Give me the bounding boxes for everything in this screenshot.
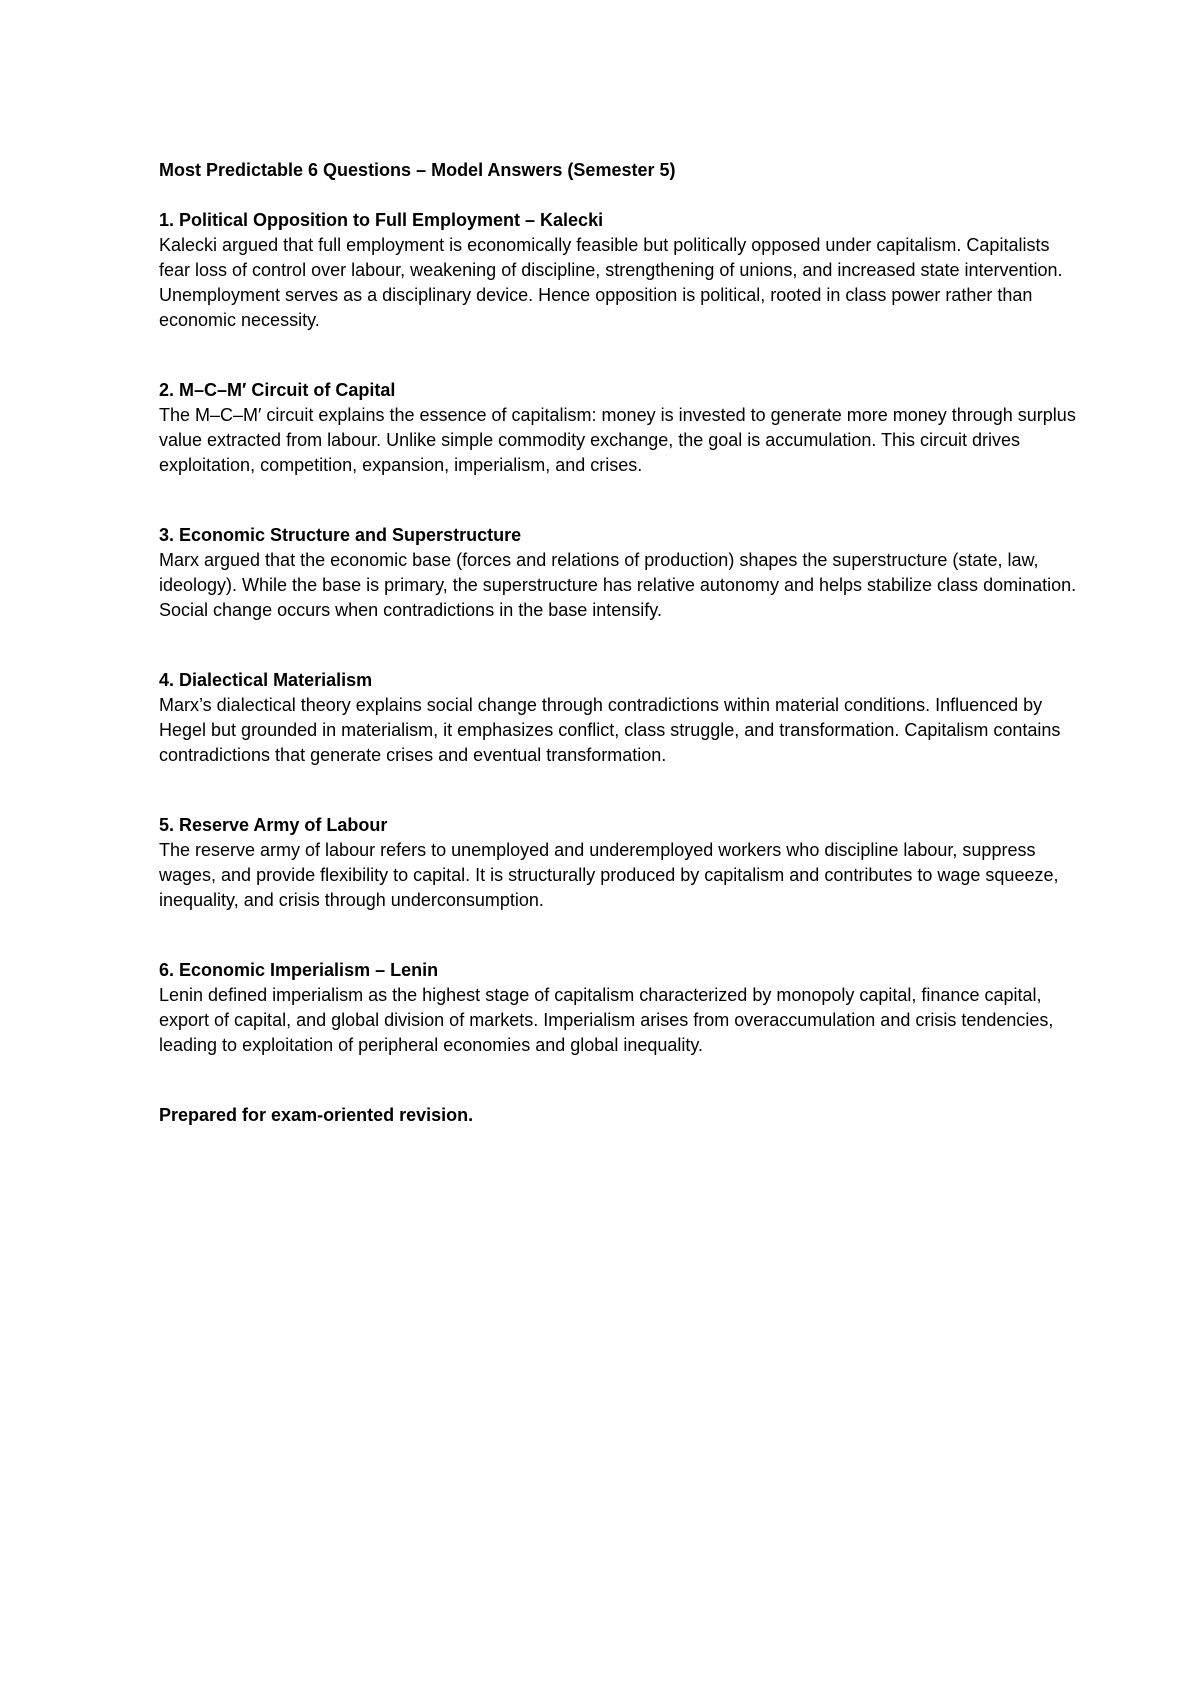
section-body: Marx’s dialectical theory explains social change through contradictions within material conditions. Influenced by Hegel but grounded in materialism, it emphasizes conflict, class struggle, and transformation. Capitalism contains contradictions that generate crises and eventual transformation. [159,695,1061,765]
section-body: Kalecki argued that full employment is economically feasible but politically opposed under capitalism. Capitalists fear loss of control over labour, weakening of discipline, strengthening of unions, and increased state intervention. Unemployment serves as a disciplinary device. Hence opposition is political, rooted in class power rather than economic necessity. [159,235,1063,330]
document-title: Most Predictable 6 Questions – Model Answers (Semester 5) [159,160,676,180]
section-4 [159,668,1079,768]
section-3 [159,523,1079,623]
section-heading: 3. Economic Structure and Superstructure [159,525,522,545]
section-body: Marx argued that the economic base (forces and relations of production) shapes the superstructure (state, law, ideology). While the base is primary, the superstructure has relative autonomy and helps stabilize class domination. Social change occurs when contradictions in the base intensify. [159,550,1077,620]
section-5 [159,813,1079,913]
section-heading: 5. Reserve Army of Labour [159,815,388,835]
section-heading: 1. Political Opposition to Full Employment – Kalecki [159,210,604,230]
section-6 [159,958,1079,1058]
footer-note: Prepared for exam-oriented revision. [159,1105,474,1125]
section-2 [159,378,1079,478]
section-heading: 4. Dialectical Materialism [159,670,373,690]
section-body: Lenin defined imperialism as the highest stage of capitalism characterized by monopoly capital, finance capital, export of capital, and global division of markets. Imperialism arises from overaccumulation and crisis tendencies, leading to exploitation of peripheral economies and global inequality. [159,985,1054,1055]
section-1 [159,208,1079,333]
document-page [159,158,1079,1128]
section-body: The reserve army of labour refers to unemployed and underemployed workers who discipline labour, suppress wages, and provide flexibility to capital. It is structurally produced by capitalism and contributes to wage squeeze, inequality, and crisis through underconsumption. [159,840,1059,910]
section-heading: 6. Economic Imperialism – Lenin [159,960,439,980]
section-body: The M–C–M′ circuit explains the essence of capitalism: money is invested to generate more money through surplus value extracted from labour. Unlike simple commodity exchange, the goal is accumulation. This circuit drives exploitation, competition, expansion, imperialism, and crises. [159,405,1076,475]
section-heading: 2. M–C–M′ Circuit of Capital [159,380,396,400]
